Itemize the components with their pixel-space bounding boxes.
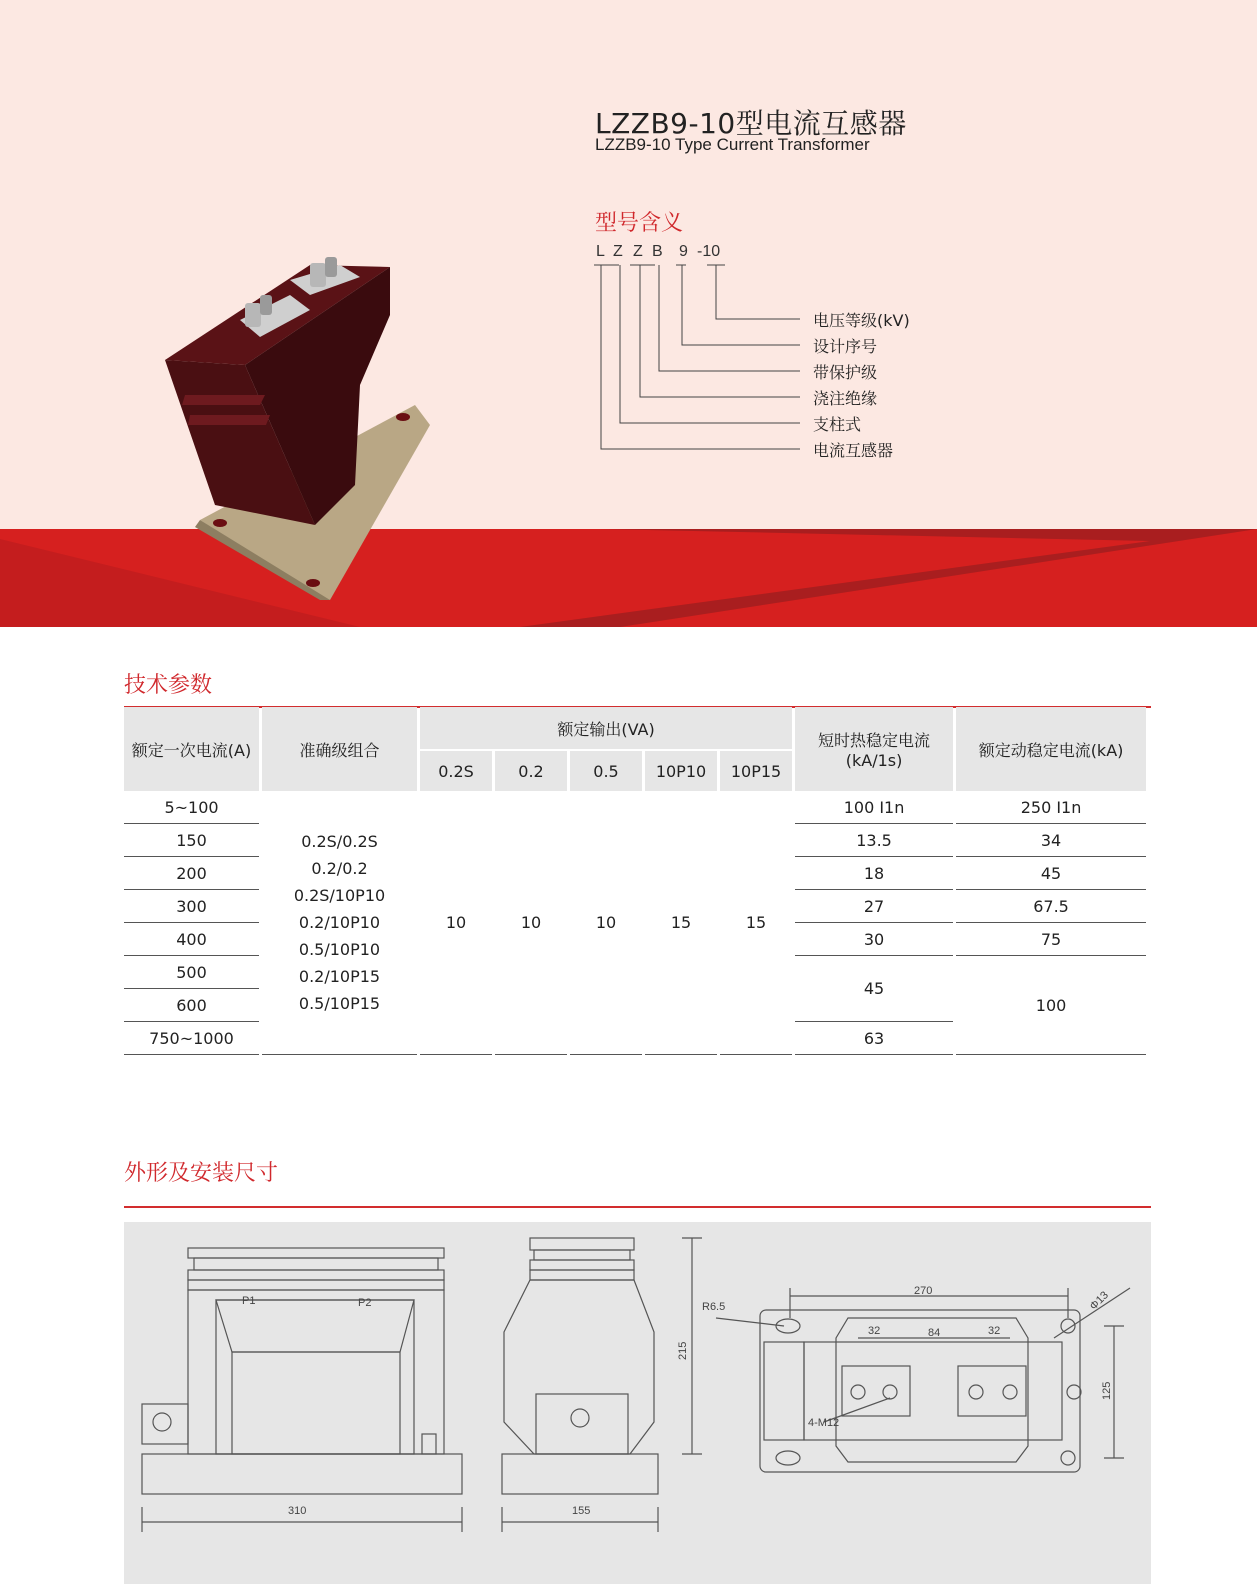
accuracy-combo-item: 0.2S/10P10: [293, 886, 386, 905]
table-cell-current: 400: [124, 923, 259, 956]
accuracy-combo-item: 0.2/10P15: [298, 967, 381, 986]
model-label-voltage: 电压等级(kV): [813, 311, 910, 330]
dim-front-width: 310: [288, 1505, 307, 1517]
dim-base-length: 270: [914, 1285, 933, 1297]
table-cell-current: 600: [124, 989, 259, 1022]
model-char-9: 9: [679, 243, 688, 260]
table-cell-current: 5~100: [124, 791, 259, 824]
dim-radius: R6.5: [702, 1301, 726, 1313]
table-cell-dynamic: 67.5: [956, 890, 1146, 923]
model-char-b: B: [652, 243, 663, 260]
model-label-pillar: 支柱式: [813, 415, 862, 434]
dim-side-height: 215: [677, 1341, 689, 1360]
product-title-cn: LZZB9-10型电流互感器: [595, 107, 907, 140]
accuracy-combo-item: 0.2/10P10: [298, 913, 381, 932]
dimension-drawing-svg: [124, 1222, 1151, 1584]
output-10p15-value: 15: [720, 791, 792, 1055]
header-accuracy-combo: 准确级组合: [262, 707, 417, 791]
header-thermal-unit: (kA/1s): [845, 751, 903, 770]
accuracy-combo-cell: [262, 791, 417, 1055]
output-0-5-value: 10: [570, 791, 642, 1055]
table-cell-thermal: 63: [795, 1022, 953, 1055]
table-cell-dynamic: 45: [956, 857, 1146, 890]
table-cell-current: 750~1000: [124, 1022, 259, 1055]
table-cell-thermal: 100 I1n: [795, 791, 953, 824]
specs-table: [121, 707, 1149, 1055]
dim-bolts: 4-M12: [808, 1417, 840, 1429]
dim-spacing-2: 84: [928, 1327, 941, 1339]
model-label-design-no: 设计序号: [813, 337, 878, 356]
table-cell-current: 300: [124, 890, 259, 923]
header-rated-output: 额定输出(VA): [420, 707, 792, 751]
model-label-protection: 带保护级: [813, 363, 878, 382]
table-cell-current: 150: [124, 824, 259, 857]
output-10p10-value: 15: [645, 791, 717, 1055]
dim-hole: Φ13: [1087, 1289, 1111, 1313]
product-title-en: LZZB9-10 Type Current Transformer: [595, 135, 870, 154]
header-thermal-current: [795, 707, 953, 791]
table-cell-thermal: 13.5: [795, 824, 953, 857]
header-primary-current: 额定一次电流(A): [124, 707, 259, 791]
output-0-2s-value: 10: [420, 791, 492, 1055]
table-cell-thermal: 30: [795, 923, 953, 956]
model-meaning-lines: [0, 0, 1257, 530]
table-cell-dynamic: 75: [956, 923, 1146, 956]
table-cell-dynamic: 34: [956, 824, 1146, 857]
dim-span: 125: [1101, 1381, 1113, 1400]
model-char-10: -10: [697, 243, 721, 260]
label-p2: P2: [358, 1297, 372, 1309]
table-cell-dynamic: 250 I1n: [956, 791, 1146, 824]
dimensions-title-rule: [124, 1206, 1151, 1208]
model-char-l: L: [596, 243, 605, 260]
dimensions-title: 外形及安装尺寸: [124, 1161, 279, 1186]
table-cell-thermal: 18: [795, 857, 953, 890]
header-class-10p15: 10P15: [720, 751, 792, 791]
header-class-0-2: 0.2: [495, 751, 567, 791]
header-class-10p10: 10P10: [645, 751, 717, 791]
dim-side-width: 155: [572, 1505, 591, 1517]
dim-spacing-1: 32: [868, 1325, 881, 1337]
table-cell-current: 200: [124, 857, 259, 890]
accuracy-combo-item: 0.2S/0.2S: [301, 832, 378, 851]
header-dynamic-current: 额定动稳定电流(kA): [956, 707, 1146, 791]
model-meaning-title: 型号含义: [595, 211, 684, 236]
model-char-z2: Z: [633, 243, 643, 260]
table-cell-dynamic: 100: [956, 956, 1146, 1055]
output-0-2-value: 10: [495, 791, 567, 1055]
model-label-cast-insulation: 浇注绝缘: [813, 389, 878, 408]
table-cell-thermal: 45: [795, 956, 953, 1022]
table-cell-current: 500: [124, 956, 259, 989]
table-cell-thermal: 27: [795, 890, 953, 923]
header-class-0-5: 0.5: [570, 751, 642, 791]
accuracy-combo-item: 0.2/0.2: [311, 859, 368, 878]
dimension-drawing: [124, 1222, 1151, 1584]
header-thermal-label: 短时热稳定电流: [818, 731, 931, 750]
label-p1: P1: [242, 1295, 256, 1307]
model-char-z1: Z: [613, 243, 623, 260]
header-class-0-2s: 0.2S: [420, 751, 492, 791]
dim-spacing-3: 32: [988, 1325, 1001, 1337]
accuracy-combo-item: 0.5/10P15: [298, 994, 381, 1013]
specs-title: 技术参数: [124, 673, 213, 698]
accuracy-combo-item: 0.5/10P10: [298, 940, 381, 959]
model-label-ct: 电流互感器: [813, 441, 894, 460]
